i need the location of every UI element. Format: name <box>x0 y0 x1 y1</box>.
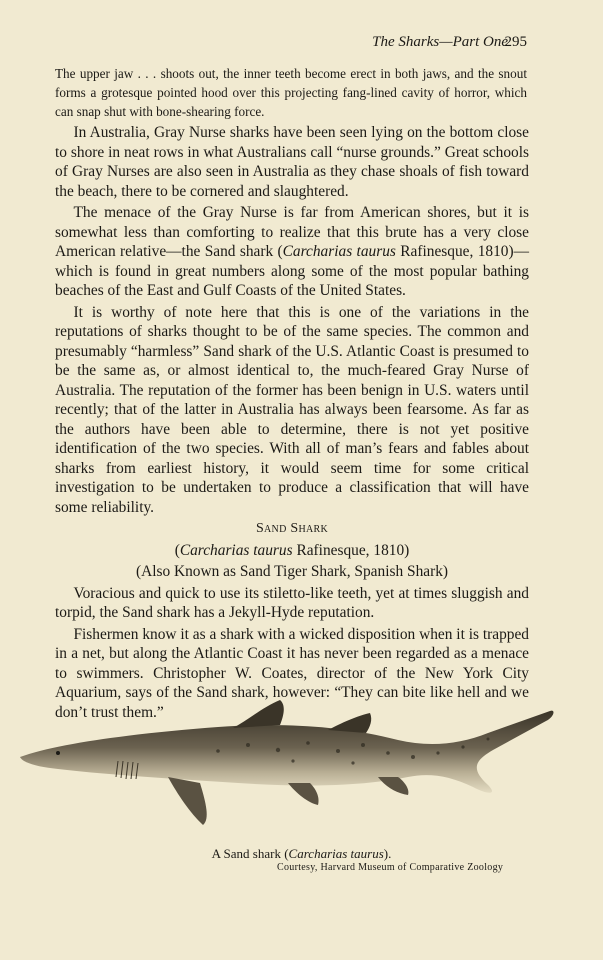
species-name: Carcharias taurus <box>282 243 396 260</box>
body-text <box>55 123 529 722</box>
second-dorsal-fin <box>328 713 371 733</box>
paragraph: Fishermen know it as a shark with a wicked disposition when it is trapped in a net, but along the Atlantic Coast it has never been regarded as a menace to swimmers. Christopher W. Coates, director of the New York City Aquarium, says of the Sand shark, however: “They can bite like hell and we don’t trust them.” <box>55 625 529 721</box>
section-aka-line: (Also Known as Sand Tiger Shark, Spanish Shark) <box>135 563 449 580</box>
section-heading: Sand Shark <box>255 521 329 536</box>
shark-body <box>20 711 553 793</box>
shark-eye <box>56 751 60 755</box>
paragraph: It is worthy of note here that this is one of the variations in the reputations of sharks thought to be of the same species. The common and presumably “harmless” Sand shark of the U.S. Atlantic Coast is presumed to be the same as, or almost identical to, the much-feared Gray Nurse of Australia. The reputation of the former has been benign in U.S. waters until recently; that of the latter in Australia has always been fearsome. As far as the authors have been able to determine, there is not yet positive identification of the two species. With all of man’s fears and fables about sharks from earliest history, it would seem time for some critical investigation to be undertaken to produce a classification that will have some reliability. <box>55 303 529 516</box>
figure-caption: A Sand shark (Carcharias taurus). <box>211 846 392 861</box>
block-quote: The upper jaw . . . shoots out, the inner teeth become erect in both jaws, and the snout forms a grotesque pointed hood over this projecting fang-lined cavity of horror, which can snap shut with bone-shearing force. <box>55 66 527 119</box>
caption-species: Carcharias taurus <box>288 846 384 861</box>
running-title: The Sharks—Part One <box>372 34 508 50</box>
anal-fin <box>378 777 408 795</box>
sand-shark-illustration <box>18 695 558 840</box>
paragraph: In Australia, Gray Nurse sharks have been seen lying on the bottom close to shore in neat rows in what Australians call “nurse grounds.” Great schools of Gray Nurses are also seen in Australia as they chase shoals of fish toward the beach, there to be cornered and slaughtered. <box>55 124 529 200</box>
pelvic-fin <box>288 783 319 805</box>
pectoral-fin <box>168 777 207 825</box>
paragraph: The menace of the Gray Nurse is far from American shores, but it is somewhat less than comforting to realize that this brute has a very close American relative—the Sand shark (Carcharias taurus Rafinesque, 1810)—which is found in great numbers along some of the most popular bathing beaches of the East and Gulf Coasts of the United States. <box>55 204 529 299</box>
page-number: 295 <box>504 34 527 50</box>
paragraph: Voracious and quick to use its stiletto-like teeth, yet at times sluggish and torpid, the Sand shark has a Jekyll-Hyde reputation. <box>55 584 529 621</box>
figure-credit: Courtesy, Harvard Museum of Comparative Zoology <box>277 862 504 873</box>
first-dorsal-fin <box>233 700 284 728</box>
page-header <box>0 34 603 54</box>
section-species-line: (Carcharias taurus Rafinesque, 1810) <box>174 541 410 559</box>
species-name: Carcharias taurus <box>179 541 293 559</box>
